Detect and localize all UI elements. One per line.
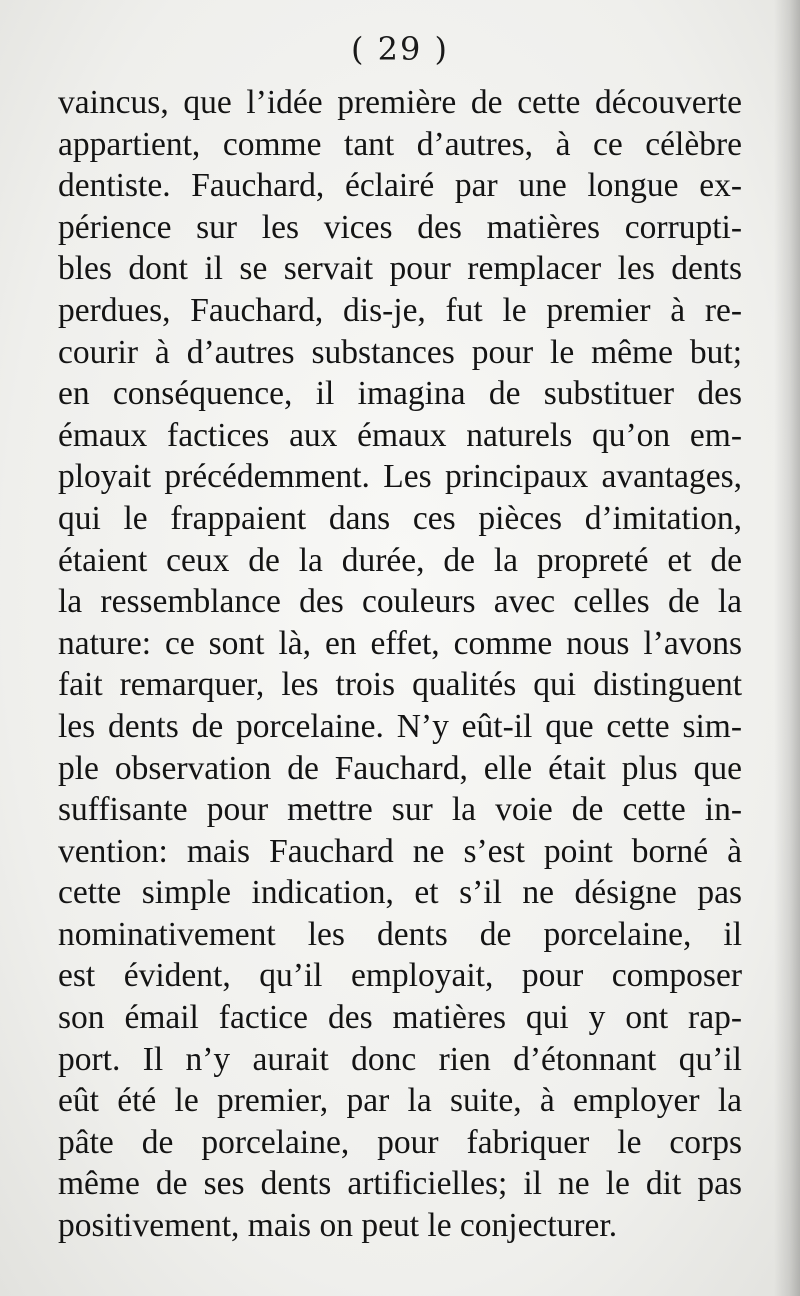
text-line: nature: ce sont là, en effet, comme nous l’avons — [58, 624, 742, 662]
text-line: nominativement les dents de porcelaine, il — [58, 915, 742, 953]
text-line: positivement, mais on peut le conjecturer. — [58, 1207, 618, 1245]
text-line: émaux factices aux émaux naturels qu’on em- — [58, 416, 742, 454]
text-line: les dents de porcelaine. N’y eût-il que cette sim- — [58, 707, 742, 745]
text-line: dentiste. Fauchard, éclairé par une longue ex- — [58, 167, 742, 205]
text-line: suffisante pour mettre sur la voie de cette in- — [58, 791, 742, 829]
text-line: son émail factice des matières qui y ont rap- — [58, 999, 742, 1037]
text-line: la ressemblance des couleurs avec celles de la — [58, 583, 742, 621]
text-line: appartient, comme tant d’autres, à ce célèbre — [58, 125, 742, 163]
text-line: vaincus, que l’idée première de cette découverte — [58, 84, 742, 121]
text-line: vention: mais Fauchard ne s’est point borné à — [58, 832, 742, 870]
text-line: qui le frappaient dans ces pièces d’imitation, — [58, 499, 742, 537]
page-spine-shadow — [774, 0, 800, 1296]
body-text — [58, 82, 742, 1247]
text-line: fait remarquer, les trois qualités qui distinguent — [58, 666, 742, 704]
text-line: bles dont il se servait pour remplacer les dents — [58, 250, 742, 288]
text-line: port. Il n’y aurait donc rien d’étonnant qu’il — [58, 1040, 742, 1078]
text-line: eût été le premier, par la suite, à employer la — [58, 1082, 742, 1120]
text-line: périence sur les vices des matières corrupti- — [58, 208, 742, 246]
text-line: même de ses dents artificielles; il ne le dit pas — [58, 1165, 742, 1203]
text-line: ployait précédemment. Les principaux avantages, — [58, 458, 742, 496]
text-line: pâte de porcelaine, pour fabriquer le corps — [58, 1123, 742, 1161]
text-line: ple observation de Fauchard, elle était plus que — [58, 749, 742, 787]
text-line: est évident, qu’il employait, pour composer — [58, 957, 742, 995]
text-line: en conséquence, il imagina de substituer des — [58, 375, 742, 413]
text-line: courir à d’autres substances pour le même but; — [58, 333, 742, 371]
text-line: cette simple indication, et s’il ne désigne pas — [58, 874, 742, 912]
text-line: perdues, Fauchard, dis-je, fut le premier à re- — [58, 291, 742, 329]
text-line: étaient ceux de la durée, de la propreté et de — [58, 541, 742, 579]
page-number: ( 29 ) — [350, 30, 450, 68]
